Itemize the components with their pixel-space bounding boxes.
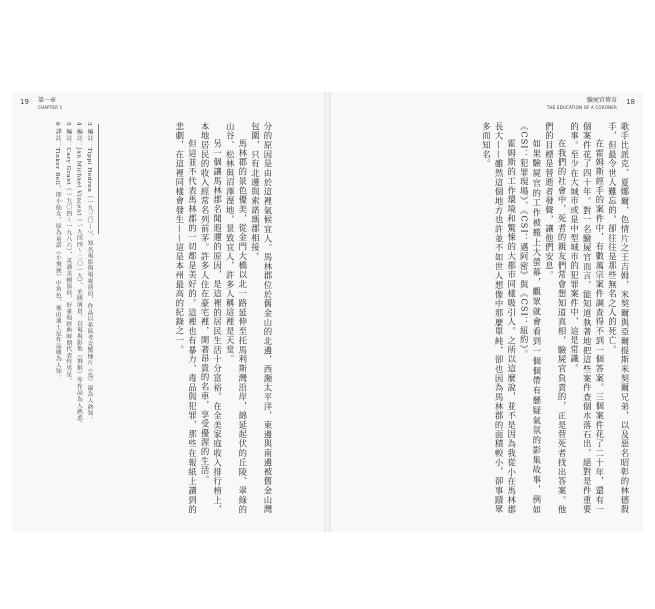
left-page	[12, 92, 324, 532]
paragraph: 分的原因是由於這裡氣候宜人。馬林郡位於舊金山的北邊，西瀕太平洋，東邊與南邊被舊金山灣包圍，只有北邊與索諾瑪郡相接。	[250, 122, 273, 514]
footnotes	[22, 122, 94, 514]
running-head-title: 驗屍官傳奇	[586, 97, 617, 104]
paragraph: 但這並不代表馬林郡的一切都是美好的。這裡也有暴力、毒品與犯罪，那些在報紙上讀到的悲劇，在這裡同樣會發生——這是本州最高的紀錄之一。	[174, 122, 198, 514]
footnote: 3 編註：Tippi Hedren（一九三〇～），知名電影與電視演員，作品以希區考克驚悚片《鳥》最為人熟知。	[86, 122, 92, 423]
paragraph: 霍姆斯的工作環境和驚悚的大都市同樣吸引人。之所以這麼說，並不是因為我從小在馬林郡長大——雖然這個地方也許並不如世人想像中那麼單純，卻也因為馬林郡的面積較小，卻事蹟眾多而知名。	[481, 122, 517, 514]
running-head-chapter: 第一章	[38, 97, 57, 104]
book-gutter	[324, 92, 331, 532]
right-page	[331, 92, 643, 532]
running-head-label: THE EDUCATION OF A CORONER	[546, 105, 617, 110]
paragraph: 在我們的社會中，死者的親友們常會想知道真相，驗屍官負責的，正是替死者找出答案。他們的目標是替逝者發聲，讓他們安息。	[544, 122, 568, 514]
footnote: 4 編註：Jan Michael Vincent（一九四四～二〇一九），美國演員，以電視影集《飛狼》等作品為人熟悉。	[75, 122, 82, 428]
page-number-right: 18	[626, 98, 635, 106]
paragraph: 歌手比派克、夏娜爾，色情片之王吉姆，米契爾與亞爾提斯米契爾兄弟，以及惡名昭彰的林德殺手，但最令世人難忘的，卻往往是那些無名之人的死亡。	[607, 122, 630, 514]
running-head-label: CHAPTER 1	[38, 105, 63, 110]
paragraph: 馬林郡的景色優美，從金門大橋以北一路延伸至托馬利斯灣沿岸，綿延起伏的丘陵、翠綠的山谷、松林與沼澤溼地，景致宜人，許多人稱這裡是天堂。	[225, 122, 248, 514]
running-head-right	[547, 97, 617, 111]
running-head-left	[38, 97, 62, 111]
footnote: 5 編註：Cary Grant（一九〇四～一九八六），英裔美國演員，好萊塢經典時期代表性男星。	[64, 122, 71, 384]
footnote: 6 譯註：Tinker Bell，即小仙女，原為童話《小飛俠》中角色，後由迪士尼作品廣為人知。	[54, 122, 61, 381]
page-number-left: 19	[20, 98, 29, 106]
paragraph: 另一個讓馬林郡名聞遐邇的原因，是這裡的居民生活十分富裕。在全美家庭收入排行榜上，本地居民的收入經常名列前茅。許多人住在豪宅裡，開著昂貴的名車，享受優渥的生活。	[200, 122, 223, 514]
footnote-divider	[98, 124, 99, 234]
paragraph: 在霍姆斯經手的案件中，有數萬宗案件調查得不到一個答案。三個案件花了二十年，還有一個案件花了四十年。對一名驗屍官而言，能知道執著地把這些案件查個水落石出，絕對是件重要的事。至少在大城市或是中型城市的犯罪案件中，這是常識。	[569, 122, 605, 514]
paragraph: 如果驗屍官的工作被搬上大螢幕，觀眾就會看到一個個帶有懸疑氣氛的影集故事，例如《CSI：犯罪現場》、《CSI：邁阿密》與《CSI：紐約》。	[519, 122, 542, 514]
body-text-left	[84, 122, 274, 514]
body-text-right	[341, 122, 631, 514]
